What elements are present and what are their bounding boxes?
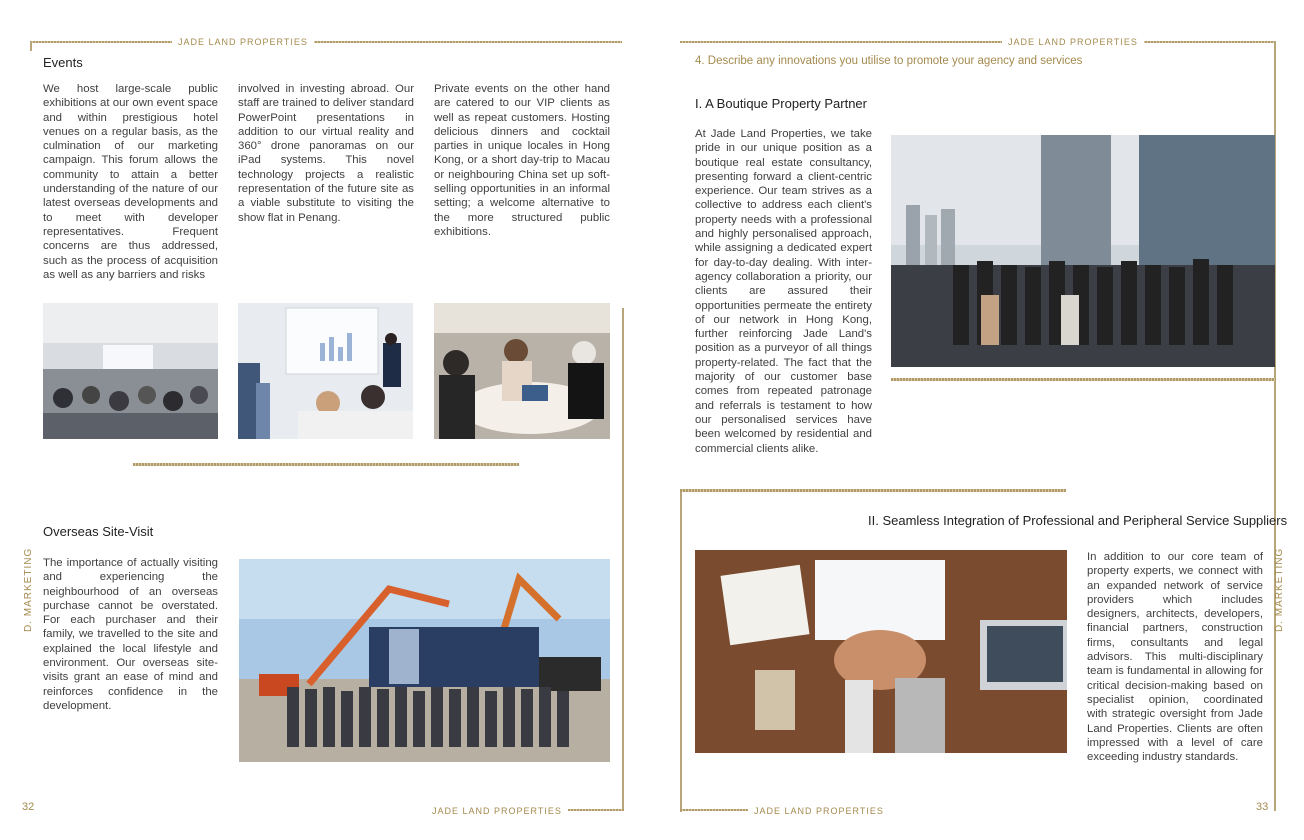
boutique-photo-rule	[891, 378, 1276, 381]
events-col3: Private events on the other hand are catered to our VIP clients as well as repeat customers. Hosting delicious dinners and cocktail parties in unique locales in Hong Kong, or a short day-trip to Macau or neighbouring China set up soft-selling opportunities in an informal setting; a welcome alternative to the more structured public exhibitions.	[434, 83, 610, 238]
presentation-photo	[238, 303, 413, 439]
private-event-photo	[434, 303, 610, 439]
events-divider	[133, 463, 519, 466]
question-heading: 4. Describe any innovations you utilise to promote your agency and services	[695, 55, 1083, 67]
boutique-title: I. A Boutique Property Partner	[695, 96, 867, 111]
site-visit-body: The importance of actually visiting and experiencing the neighbourhood of an overseas purchase cannot be overstated. For each purchaser and their family, we travelled to the site and explained the local lifestyle and environment. Our overseas site-visits grant an ease of mind and reinforces confidence in the development.	[43, 557, 218, 712]
top-rule-left	[30, 41, 622, 43]
page-number-left: 32	[22, 801, 35, 813]
team-photo	[891, 135, 1275, 367]
events-title: Events	[43, 55, 83, 70]
right-page-inner-rule	[680, 490, 682, 812]
events-col2: involved in investing abroad. Our staff are trained to deliver standard PowerPoint presentations in addition to our virtual reality and 360° drone panoramas on our iPad systems. This novel technology projects a realistic representation of the future site as a viable substitute to visiting the show flat in Penang.	[238, 83, 414, 224]
page-number-right: 33	[1256, 801, 1269, 813]
top-rule-left-tick	[30, 41, 32, 51]
header-brand-right: JADE LAND PROPERTIES	[1002, 37, 1144, 47]
events-col1: We host large-scale public exhibitions at our own event space and within prestigious hotel venues on a regular basis, as the culmination of our marketing campaign. This forum allows the community to attain a better understanding of the nature of our latest overseas developments and to meet with developer representatives. Frequent concerns are thus addressed, such as the process of acquisition as well as any barriers and risks	[43, 83, 218, 281]
site-visit-title: Overseas Site-Visit	[43, 524, 154, 539]
side-label-left: D. MARKETING	[23, 547, 34, 632]
integration-title: II. Seamless Integration of Professional and Peripheral Service Suppliers	[868, 513, 1288, 528]
event-hall-photo	[43, 303, 218, 439]
section-divider-right	[680, 489, 1066, 492]
footer-brand-left: JADE LAND PROPERTIES	[426, 806, 568, 816]
header-brand-left: JADE LAND PROPERTIES	[172, 37, 314, 47]
boutique-body: At Jade Land Properties, we take pride in our unique position as a boutique real estate consultancy, presenting forward a client-centric experience. Our team strives as a collective to address each client's property needs with a professional and highly personalised approach, while assigning a dedicated expert for day-to-day dealing. With inter-agency collaboration a priority, our clients are assured their opportunities permeate the entirety of our network in Hong Kong, further reinforcing Jade Land's position as a purveyor of all things property-related. The fact that the majority of our customer base comes from repeated patronage and referrals is testament to how our personalised services have been welcomed by residential and commercial clients alike.	[695, 128, 872, 455]
left-page-vertical-rule	[622, 308, 624, 810]
footer-brand-right: JADE LAND PROPERTIES	[748, 806, 890, 816]
top-rule-right	[680, 41, 1276, 43]
side-label-right: D. MARKETING	[1274, 547, 1285, 632]
site-visit-group-photo	[239, 559, 610, 762]
hands-together-photo	[695, 550, 1067, 753]
integration-body: In addition to our core team of property experts, we connect with an expanded network of service providers which includes designers, architects, developers, financial partners, construction firms, consultants and legal advisors. This multi-disciplinary team is fundamental in allowing for critical decision-making based on specialist opinion, coordinated with strategic oversight from Jade Land Properties. Clients are often impressed with a level of care exceeding industry standards.	[1087, 551, 1263, 764]
